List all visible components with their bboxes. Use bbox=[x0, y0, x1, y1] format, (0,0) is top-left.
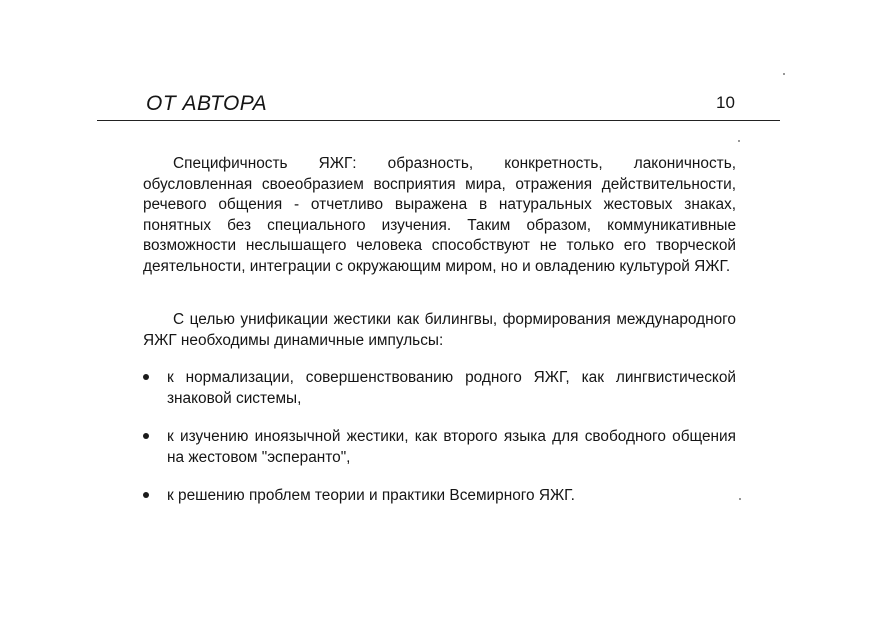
paragraph-specificity: Специфичность ЯЖГ: образность, конкретность, лаконичность, обусловленная своеобразием восприятия мира, отражения действительности, речевого общения - отчетливо выражена в натуральных жестовых знаках, понятных без специального изучения. Таким образом, коммуникативные возможности неслышащего человека способствуют не только его творческой деятельности, интеграции с окружающим миром, но и овладению культурой ЯЖГ. bbox=[143, 155, 736, 275]
scan-speck bbox=[739, 498, 741, 500]
list-item-text: к решению проблем теории и практики Всемирного ЯЖГ. bbox=[167, 487, 575, 504]
bullet-dot-icon bbox=[143, 492, 149, 498]
scan-speck bbox=[783, 73, 785, 75]
scan-speck bbox=[738, 140, 740, 142]
bullet-dot-icon bbox=[143, 374, 149, 380]
page-number: 10 bbox=[716, 93, 735, 112]
list-item bbox=[143, 486, 736, 507]
header-divider bbox=[97, 120, 780, 121]
bullet-dot-icon bbox=[143, 433, 149, 439]
paragraph-unification: С целью унификации жестики как билингвы, формирования международного ЯЖГ необходимы динамичные импульсы: bbox=[143, 311, 736, 349]
section-title: ОТ АВТОРА bbox=[146, 92, 268, 115]
list-item bbox=[143, 427, 736, 468]
list-item-text: к нормализации, совершенствованию родного ЯЖГ, как лингвистической знаковой системы, bbox=[167, 369, 736, 407]
list-item bbox=[143, 368, 736, 409]
list-item-text: к изучению иноязычной жестики, как второго языка для свободного общения на жестовом "эсперанто", bbox=[167, 428, 736, 466]
